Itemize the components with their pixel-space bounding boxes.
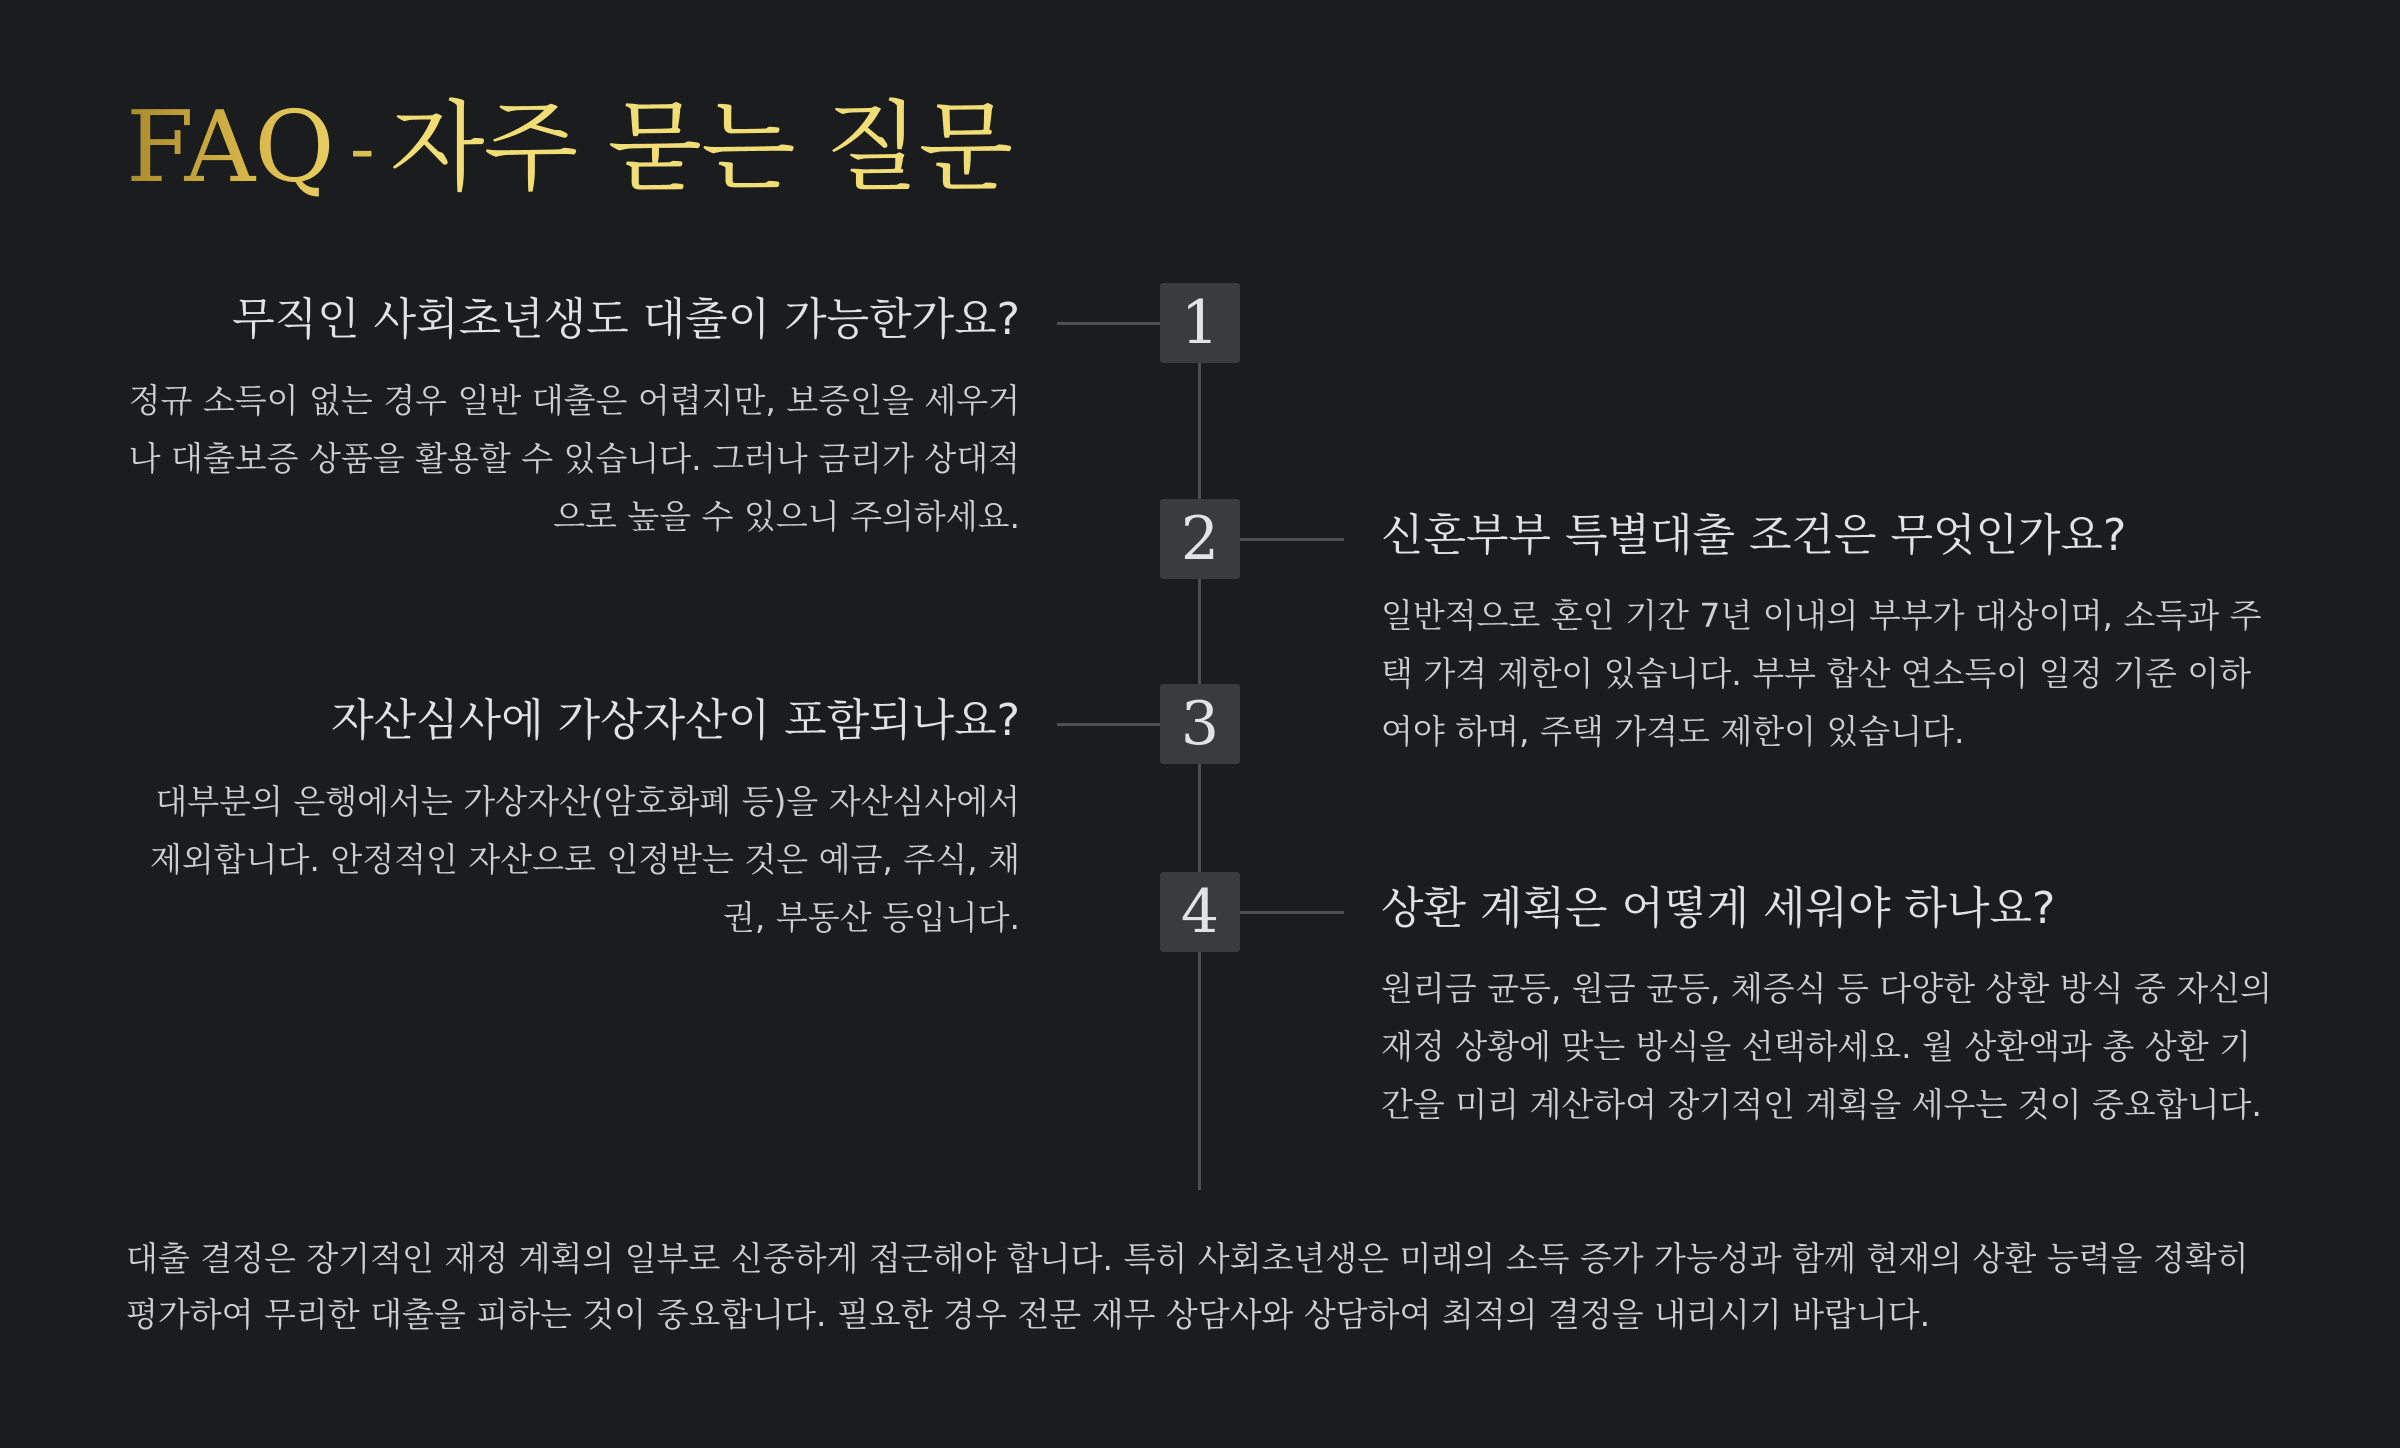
faq-number-3: 3: [1160, 684, 1240, 764]
connector-1: [1057, 322, 1160, 325]
title-main: 자주 묻는 질문: [389, 91, 1013, 205]
faq-question-2: 신혼부부 특별대출 조건은 무엇인가요?: [1381, 510, 2127, 561]
faq-number-2: 2: [1160, 499, 1240, 579]
faq-number-1: 1: [1160, 283, 1240, 363]
page-title: [126, 88, 1012, 209]
faq-question-4: 상환 계획은 어떻게 세워야 하나요?: [1381, 883, 2056, 934]
faq-answer-4: 원리금 균등, 원금 균등, 체증식 등 다양한 상환 방식 중 자신의 재정 상황에 맞는 방식을 선택하세요. 월 상환액과 총 상환 기간을 미리 계산하여 장기적인 계획을 세우는 것이 중요합니다.: [1381, 969, 2272, 1124]
connector-3: [1057, 723, 1160, 726]
title-prefix: FAQ: [126, 91, 334, 205]
connector-4: [1240, 911, 1344, 914]
conclusion-text: 대출 결정은 장기적인 재정 계획의 일부로 신중하게 접근해야 합니다. 특히 사회초년생은 미래의 소득 증가 가능성과 함께 현재의 상환 능력을 정확히 평가하여 무리한 대출을 피하는 것이 중요합니다. 필요한 경우 전문 재무 상담사와 상담하여 최적의 결정을 내리시기 바랍니다.: [126, 1239, 2249, 1334]
faq-answer-2: 일반적으로 혼인 기간 7년 이내의 부부가 대상이며, 소득과 주택 가격 제한이 있습니다. 부부 합산 연소득이 일정 기준 이하여야 하며, 주택 가격도 제한이 있습니다.: [1381, 596, 2262, 751]
faq-question-1: 무직인 사회초년생도 대출이 가능한가요?: [232, 294, 1020, 345]
connector-2: [1240, 538, 1344, 541]
faq-answer-1: 정규 소득이 없는 경우 일반 대출은 어렵지만, 보증인을 세우거나 대출보증 상품을 활용할 수 있습니다. 그러나 금리가 상대적으로 높을 수 있으니 주의하세요.: [128, 381, 1020, 536]
title-separator: -: [349, 108, 374, 190]
faq-question-3: 자산심사에 가상자산이 포함되나요?: [331, 695, 1020, 746]
faq-number-4: 4: [1160, 872, 1240, 952]
faq-answer-3: 대부분의 은행에서는 가상자산(암호화폐 등)을 자산심사에서 제외합니다. 안정적인 자산으로 인정받는 것은 예금, 주식, 채권, 부동산 등입니다.: [150, 782, 1020, 937]
